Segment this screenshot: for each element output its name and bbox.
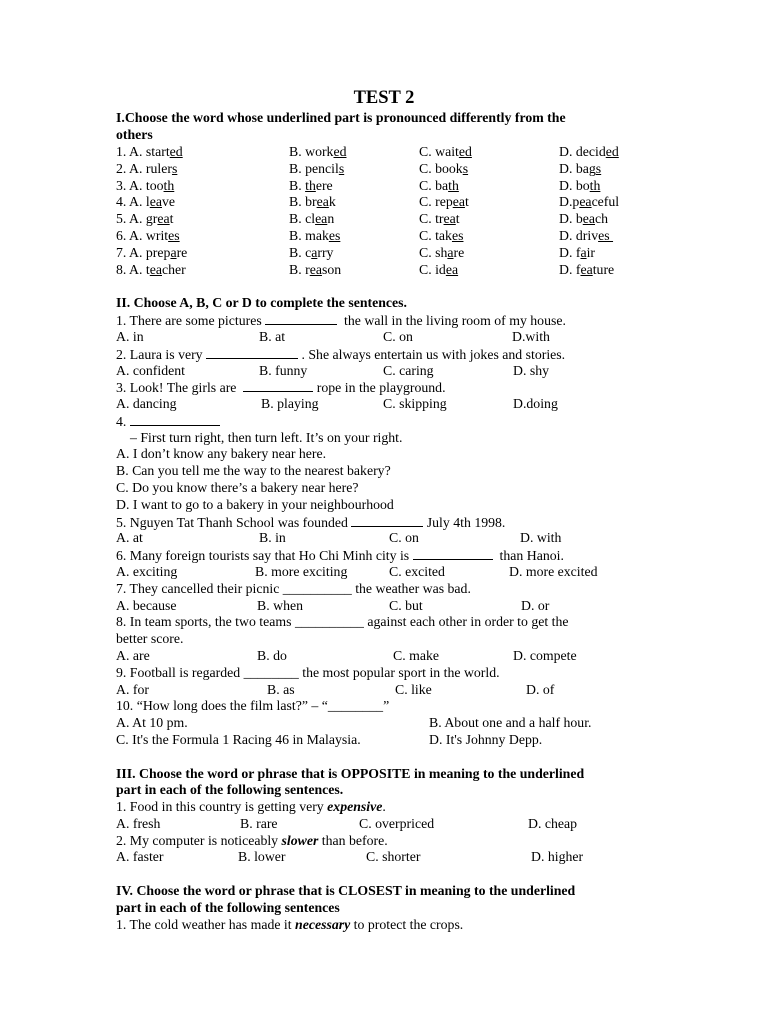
question-3-2: 2. My computer is noticeably slower than before. (116, 833, 388, 848)
underlined-word: slower (281, 833, 319, 848)
pronunciation-option: 1. A. started (116, 144, 183, 159)
option-a: A. fresh (116, 816, 161, 831)
underlined-part: ed (333, 144, 347, 159)
pronunciation-option: C. takes (419, 228, 464, 243)
section-2-heading: II. Choose A, B, C or D to complete the sentences. (116, 295, 407, 310)
pronunciation-option: B. there (289, 177, 333, 193)
option-b: B. do (257, 648, 287, 663)
underlined-word: necessary (295, 917, 351, 932)
pronunciation-option: C. books (419, 160, 469, 176)
option-c: C. overpriced (359, 816, 435, 831)
question-2-4-response: – First turn right, then turn left. It’s on your right. (130, 430, 403, 445)
underlined-part: ea (579, 194, 592, 210)
underlined-part: es (451, 228, 464, 243)
pronunciation-option: C. treat (419, 211, 460, 227)
pronunciation-option: C. idea (419, 261, 459, 277)
pronunciation-option: B. reason (289, 261, 342, 277)
underlined-part: s (171, 160, 178, 176)
section-3-heading-cont: part in each of the following sentences. (116, 782, 344, 797)
pronunciation-option: C. share (419, 244, 465, 260)
option-c: C. excited (389, 564, 445, 579)
section-3-heading: III. Choose the word or phrase that is OPPOSITE in meaning to the underlined (116, 766, 585, 781)
option-c: C. on (389, 530, 419, 545)
underlined-part: ea (316, 194, 329, 210)
answer-blank (243, 379, 313, 392)
pronunciation-option: D. fair (559, 244, 596, 260)
option-d: D.with (512, 329, 550, 344)
pronunciation-option: 5. A. great (116, 211, 174, 227)
option-c: C. but (389, 598, 423, 613)
option-a: A. are (116, 648, 150, 663)
pronunciation-option: B. carry (289, 244, 334, 260)
question-2-8: 8. In team sports, the two teams __________ against each other in order to get the (116, 614, 569, 629)
underlined-part: ea (149, 261, 162, 277)
underlined-part: ea (309, 261, 322, 277)
underlined-part: a (580, 244, 587, 260)
underlined-part: es (168, 228, 180, 243)
option-a: A. dancing (116, 396, 177, 411)
pronunciation-option: 3. A. tooth (116, 177, 175, 193)
underlined-part: ea (582, 211, 596, 227)
underlined-part: es (328, 228, 341, 243)
pronunciation-option: C. repeat (419, 194, 469, 210)
page-title: TEST 2 (353, 88, 415, 108)
option-a: A. confident (116, 363, 185, 378)
option-d: D. of (526, 682, 555, 697)
question-2-3: 3. Look! The girls are rope in the playground. (116, 380, 446, 395)
pronunciation-option: B. worked (289, 144, 347, 159)
pronunciation-option: 6. A. writes (116, 228, 180, 243)
option-a: A. at (116, 530, 143, 545)
underlined-part: a (170, 244, 177, 260)
option-d: D. It's Johnny Depp. (429, 732, 543, 747)
option-b: B. when (257, 598, 303, 613)
underlined-part: s (462, 160, 469, 176)
pronunciation-option: C. bath (419, 177, 459, 193)
option-d: D. higher (531, 849, 584, 864)
question-2-7: 7. They cancelled their picnic __________ the weather was bad. (116, 581, 471, 596)
underlined-part: ea (443, 211, 456, 227)
option-a: A. in (116, 329, 144, 344)
underlined-part: a (447, 244, 454, 260)
option-c: C. shorter (366, 849, 421, 864)
option-d: D. with (520, 530, 562, 545)
option-c: C. on (383, 329, 413, 344)
underlined-part: th (163, 177, 175, 193)
question-2-8-cont: better score. (116, 631, 184, 646)
underlined-part: ea (157, 211, 170, 227)
option-a: A. because (116, 598, 177, 613)
option-d: D. shy (513, 363, 550, 378)
underlined-part: ea (149, 194, 162, 210)
option-d: D. or (521, 598, 550, 613)
underlined-part: th (305, 177, 316, 193)
underlined-part: s (338, 160, 345, 176)
option-d: D. more excited (509, 564, 598, 579)
question-2-5: 5. Nguyen Tat Thanh School was founded July 4th 1998. (116, 515, 506, 530)
option-b: B. as (267, 682, 295, 697)
underlined-word: expensive (327, 799, 383, 814)
underlined-part: th (589, 177, 601, 193)
option-b: B. Can you tell me the way to the nearest bakery? (116, 463, 391, 478)
question-2-4: 4. (116, 413, 220, 430)
section-4-heading: IV. Choose the word or phrase that is CLOSEST in meaning to the underlined (116, 883, 576, 898)
option-b: B. rare (240, 816, 278, 831)
question-2-9: 9. Football is regarded ________ the most popular sport in the world. (116, 665, 500, 680)
option-c: C. Do you know there’s a bakery near here? (116, 480, 359, 495)
option-d: D. I want to go to a bakery in your neighbourhood (116, 497, 394, 512)
question-number: 6. (116, 228, 130, 243)
option-a: A. I don’t know any bakery near here. (116, 446, 327, 461)
option-c: C. like (395, 682, 432, 697)
pronunciation-option: D.peaceful (559, 194, 620, 210)
question-number: 5. (116, 211, 130, 227)
pronunciation-option: C. waited (419, 144, 472, 159)
option-d: D.doing (513, 396, 558, 411)
section-4-heading-cont: part in each of the following sentences (116, 900, 340, 915)
pronunciation-option: 8. A. teacher (116, 261, 186, 277)
answer-blank (265, 312, 337, 325)
question-number: 3. (116, 177, 130, 193)
pronunciation-option: B. break (289, 194, 336, 210)
question-number: 7. (116, 244, 130, 260)
underlined-part: a (311, 244, 318, 260)
underlined-part: s (595, 160, 602, 176)
pronunciation-option: B. makes (289, 228, 341, 243)
section-1-heading: I.Choose the word whose underlined part is pronounced differently from the (116, 110, 566, 125)
underlined-part: ed (169, 144, 183, 159)
option-b: B. funny (259, 363, 308, 378)
option-b: B. more exciting (255, 564, 348, 579)
option-c: C. make (393, 648, 439, 663)
question-number: 8. (116, 261, 130, 277)
option-a: A. At 10 pm. (116, 715, 188, 730)
option-b: B. at (259, 329, 286, 344)
option-b: B. in (259, 530, 286, 545)
option-d: D. cheap (528, 816, 578, 831)
option-b: B. About one and a half hour. (429, 715, 592, 730)
option-a: A. for (116, 682, 149, 697)
answer-blank (130, 413, 220, 426)
option-c: C. skipping (383, 396, 447, 411)
pronunciation-option: D. bags (559, 160, 602, 176)
section-1-heading-cont: others (116, 127, 153, 142)
underlined-part: es (598, 228, 614, 243)
option-c: C. It's the Formula 1 Racing 46 in Malaysia. (116, 732, 361, 747)
underlined-part: ed (458, 144, 472, 159)
pronunciation-option: D. both (559, 177, 601, 193)
underlined-part: ea (452, 194, 465, 210)
question-2-6: 6. Many foreign tourists say that Ho Chi Minh city is than Hanoi. (116, 548, 564, 563)
underlined-part: ea (315, 211, 328, 227)
pronunciation-option: 7. A. prepare (116, 244, 188, 260)
pronunciation-option: B. clean (289, 211, 335, 227)
pronunciation-option: B. pencils (289, 160, 345, 176)
pronunciation-option: 2. A. rulers (116, 160, 178, 176)
question-number: 1. (116, 144, 130, 159)
pronunciation-option: D. decided (559, 144, 619, 159)
pronunciation-option: D. drives (559, 228, 614, 243)
option-a: A. exciting (116, 564, 178, 579)
option-a: A. faster (116, 849, 164, 864)
option-d: D. compete (513, 648, 577, 663)
pronunciation-option: D. beach (559, 211, 609, 227)
pronunciation-option: D. feature (559, 261, 615, 277)
pronunciation-option: 4. A. leave (116, 194, 176, 210)
question-3-1: 1. Food in this country is getting very expensive. (116, 799, 386, 814)
answer-blank (206, 346, 298, 359)
question-2-10: 10. “How long does the film last?” – “________” (116, 698, 390, 713)
answer-blank (413, 547, 493, 560)
underlined-part: ea (580, 261, 593, 277)
option-c: C. caring (383, 363, 434, 378)
question-number: 4. (116, 194, 130, 210)
underlined-part: ea (445, 261, 459, 277)
answer-blank (351, 514, 423, 527)
question-2-1: 1. There are some pictures the wall in the living room of my house. (116, 313, 566, 328)
option-b: B. playing (261, 396, 319, 411)
underlined-part: th (448, 177, 459, 193)
underlined-part: ed (605, 144, 619, 159)
question-4-1: 1. The cold weather has made it necessary to protect the crops. (116, 917, 464, 932)
question-2-2: 2. Laura is very . She always entertain us with jokes and stories. (116, 347, 566, 362)
question-number: 2. (116, 160, 130, 176)
option-b: B. lower (238, 849, 286, 864)
